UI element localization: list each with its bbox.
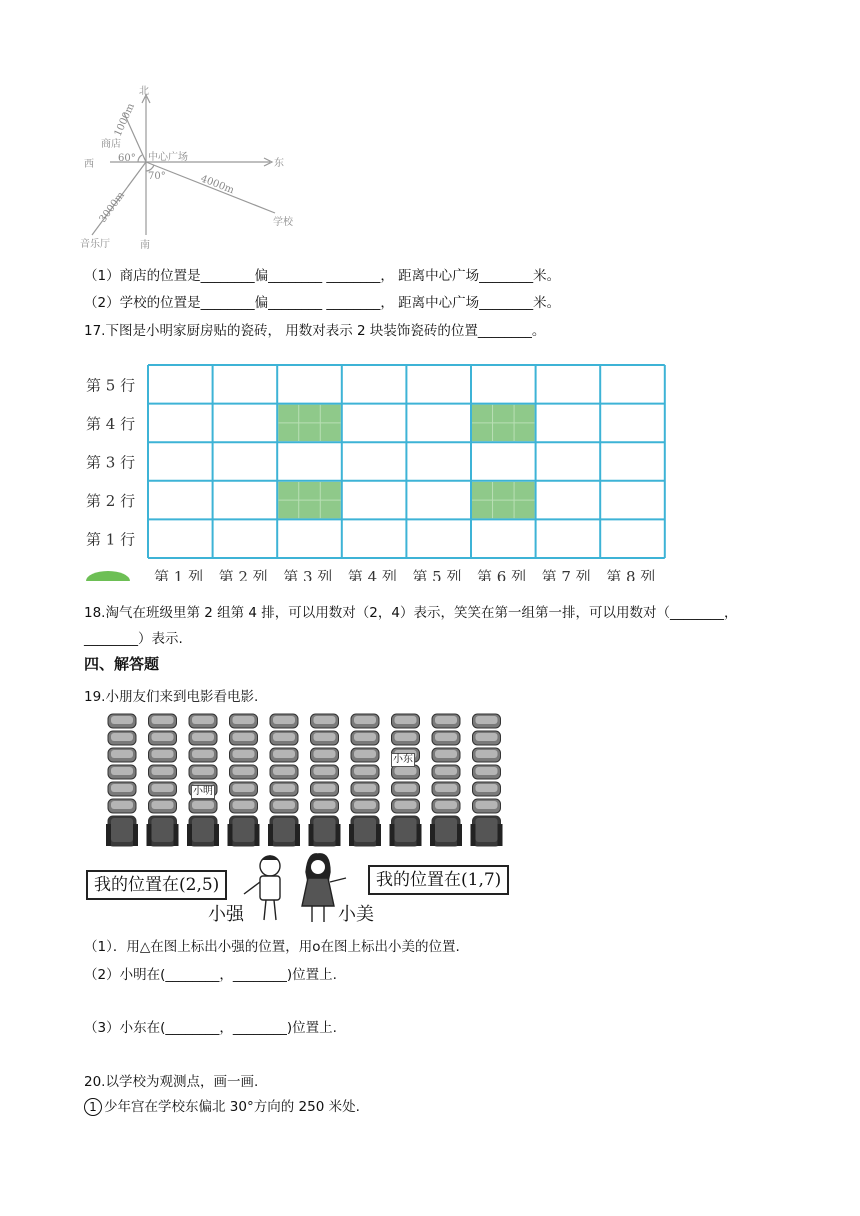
seat-icon (189, 731, 217, 745)
tile-grid-svg (84, 353, 674, 581)
seat-icon (230, 799, 258, 813)
seat-icon (108, 731, 136, 745)
seat-icon (189, 799, 217, 813)
seat-icon (189, 748, 217, 762)
seat-icon (187, 816, 219, 846)
seat-icon (311, 782, 339, 796)
label-center: 中心广场 (148, 152, 188, 163)
seat-icon (230, 714, 258, 728)
label-shop: 商店 (101, 139, 121, 150)
seat-icon (270, 748, 298, 762)
angle-shop-arc (138, 155, 142, 162)
seat-icon (270, 714, 298, 728)
row-label: 第 5 行 (86, 376, 136, 395)
seat-icon (230, 748, 258, 762)
seat-icon (149, 765, 177, 779)
row-label: 第 3 行 (86, 453, 136, 472)
speech-bubble-xiaoqiang: 我的位置在(2,5) (86, 870, 227, 900)
seat-icon (471, 816, 503, 846)
q20-item1 (84, 1098, 360, 1116)
seat-icon (351, 748, 379, 762)
name-xiaomei: 小美 (338, 904, 374, 925)
seat-icon (230, 731, 258, 745)
boy-leg-left-icon (264, 900, 266, 920)
seat-icon (473, 731, 501, 745)
seat-icon (149, 714, 177, 728)
col-label: 第 1 列 (154, 568, 204, 581)
seat-grid-svg (105, 712, 510, 852)
label-west: 西 (84, 159, 94, 170)
seat-icon (270, 731, 298, 745)
label-north: 北 (139, 86, 149, 97)
col-label: 第 2 列 (218, 568, 268, 581)
seat-icon (106, 816, 138, 846)
seat-icon (432, 765, 460, 779)
label-angle-school: 70° (148, 171, 166, 182)
seat-icon (149, 782, 177, 796)
seat-icon (189, 765, 217, 779)
label-dist-hall: 3000m (97, 190, 127, 225)
seat-icon (473, 765, 501, 779)
seat-icon (311, 799, 339, 813)
seat-label-xiaodong: 小东 (393, 754, 413, 765)
seat-icon (311, 748, 339, 762)
compass-diagram (80, 85, 310, 255)
col-label: 第 4 列 (347, 568, 397, 581)
label-hall: 音乐厅 (80, 239, 110, 250)
q18-line1: 18.淘气在班级里第 2 组第 4 排，可以用数对（2，4）表示，笑笑在第一组第一排，可以用数对（________， (84, 605, 738, 621)
seat-icon (268, 816, 300, 846)
boy-arm-icon (244, 882, 260, 894)
seat-icon (392, 731, 420, 745)
seat-icon (473, 714, 501, 728)
q19-sub3: （3）小东在(________，________)位置上. (84, 1020, 337, 1036)
q18-line2: ________）表示. (84, 631, 183, 647)
q17-text: 17.下图是小明家厨房贴的瓷砖， 用数对表示 2 块装饰瓷砖的位置________。 (84, 323, 546, 339)
seat-icon (270, 765, 298, 779)
seat-icon (108, 765, 136, 779)
boy-hair-icon (262, 856, 278, 860)
speech-bubble-xiaomei: 我的位置在(1,7) (368, 865, 509, 895)
label-angle-shop: 60° (118, 153, 136, 164)
circled-number: 1 (84, 1098, 102, 1116)
seat-icon (432, 799, 460, 813)
seat-icon (392, 799, 420, 813)
seat-icon (147, 816, 179, 846)
seat-icon (473, 799, 501, 813)
seat-icon (351, 799, 379, 813)
boy-body-icon (260, 876, 280, 900)
seat-icon (432, 748, 460, 762)
seat-icon (149, 731, 177, 745)
label-east: 东 (274, 158, 284, 169)
label-school: 学校 (273, 217, 293, 228)
seat-icon (351, 765, 379, 779)
row-label: 第 2 行 (86, 492, 136, 511)
seat-icon (432, 782, 460, 796)
q16-line2: （2）学校的位置是________偏________ ________， 距离中心广场________米。 (84, 295, 561, 311)
seat-icon (392, 714, 420, 728)
seat-icon (108, 748, 136, 762)
boy-leg-right-icon (274, 900, 276, 920)
seat-icon (108, 782, 136, 796)
label-south: 南 (140, 240, 150, 251)
label-dist-shop: 1000m (112, 101, 137, 139)
q16-line1: （1）商店的位置是________偏________ ________， 距离中心广场________米。 (84, 268, 561, 284)
seat-icon (230, 765, 258, 779)
col-label: 第 6 列 (477, 568, 527, 581)
seat-icon (149, 799, 177, 813)
seat-icon (230, 782, 258, 796)
seat-icon (189, 714, 217, 728)
seat-icon (311, 731, 339, 745)
section-title: 四、解答题 (84, 655, 160, 673)
seat-icon (228, 816, 260, 846)
q19-sub2: （2）小明在(________，________)位置上. (84, 967, 337, 983)
col-label: 第 8 列 (606, 568, 656, 581)
seat-icon (430, 816, 462, 846)
col-label: 第 7 列 (541, 568, 591, 581)
q20-title: 20.以学校为观测点，画一画. (84, 1074, 259, 1090)
seat-label-xiaoming: 小明 (193, 786, 213, 797)
row-label: 第 4 行 (86, 414, 136, 433)
seat-icon (432, 714, 460, 728)
label-dist-school: 4000m (198, 173, 236, 197)
col-label: 第 3 列 (283, 568, 333, 581)
tile-grid-figure (84, 353, 674, 581)
seat-icon (432, 731, 460, 745)
seat-icon (108, 799, 136, 813)
seat-icon (351, 714, 379, 728)
girl-dress-icon (302, 878, 334, 906)
seat-icon (311, 714, 339, 728)
row-label: 第 1 行 (86, 530, 136, 549)
q20-item1-text: 少年宫在学校东偏北 30°方向的 250 米处. (104, 1099, 360, 1115)
seat-icon (270, 782, 298, 796)
seat-icon (351, 782, 379, 796)
q19-title: 19.小朋友们来到电影看电影. (84, 689, 259, 705)
seat-icon (390, 816, 422, 846)
compass-svg (80, 85, 310, 255)
name-xiaoqiang: 小强 (208, 904, 244, 925)
girl-arm-icon (330, 878, 346, 882)
seat-icon (149, 748, 177, 762)
seat-icon (392, 765, 420, 779)
seat-icon (392, 782, 420, 796)
seat-icon (108, 714, 136, 728)
col-label: 第 5 列 (412, 568, 462, 581)
seat-icon (270, 799, 298, 813)
q19-sub1: （1）．用△在图上标出小强的位置，用o在图上标出小美的位置. (84, 939, 460, 955)
seat-icon (473, 782, 501, 796)
leaf-decoration (86, 571, 130, 581)
seat-icon (309, 816, 341, 846)
seat-icon (349, 816, 381, 846)
seat-icon (311, 765, 339, 779)
seat-icon (473, 748, 501, 762)
cinema-seats-figure (105, 712, 510, 852)
seat-icon (351, 731, 379, 745)
